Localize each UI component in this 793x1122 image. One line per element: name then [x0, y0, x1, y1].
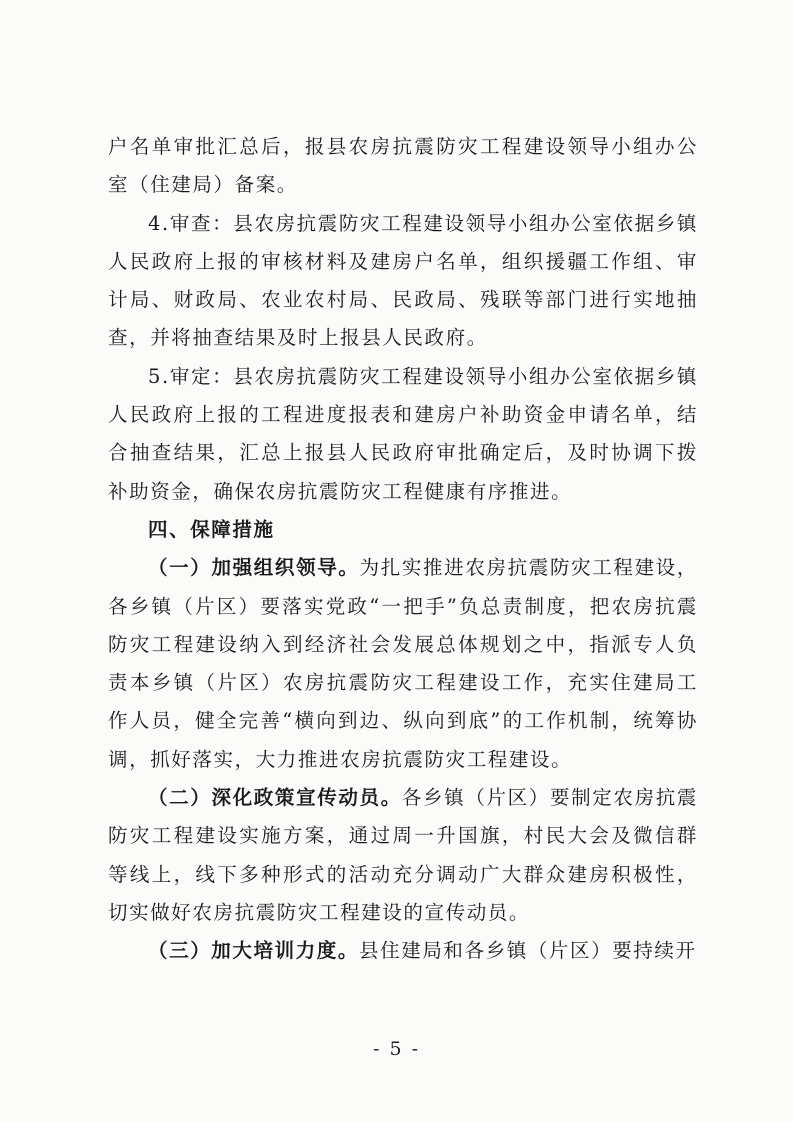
document-body: [108, 128, 698, 971]
paragraph-text-training: 县住建局和各乡镇（片区）要持续开: [359, 939, 697, 963]
paragraph-organization: [108, 549, 698, 779]
paragraph-review: 4.审查：县农房抗震防灾工程建设领导小组办公室依据乡镇人民政府上报的审核材料及建房户名单，组织援疆工作组、审计局、财政局、农业农村局、民政局、残联等部门进行实地抽查，并将抽查结果及时上报县人民政府。: [108, 211, 698, 350]
paragraph-text-organization: 为扎实推进农房抗震防灾工程建设，各乡镇（片区）要落实党政“一把手”负总责制度，把农房抗震防灾工程建设纳入到经济社会发展总体规划之中，指派专人负责本乡镇（片区）农房抗震防灾工程建设工作，充实住建局工作人员，健全完善“横向到边、纵向到底”的工作机制，统筹协调，抓好落实，大力推进农房抗震防灾工程建设。: [108, 556, 698, 771]
paragraph-lead-organization: （一）加强组织领导。: [148, 556, 360, 580]
page-number: - 5 -: [372, 1038, 420, 1060]
paragraph-training: [108, 932, 698, 970]
paragraph-continuation: 户名单审批汇总后，报县农房抗震防灾工程建设领导小组办公室（住建局）备案。: [108, 135, 698, 197]
paragraph-lead-publicity: （二）深化政策宣传动员。: [148, 786, 402, 810]
paragraph-lead-training: （三）加大培训力度。: [148, 939, 360, 963]
paragraph-publicity: [108, 779, 698, 932]
paragraph-approval: 5.审定：县农房抗震防灾工程建设领导小组办公室依据乡镇人民政府上报的工程进度报表和建房户补助资金申请名单，结合抽查结果，汇总上报县人民政府审批确定后，及时协调下拨补助资金，确保农房抗震防灾工程健康有序推进。: [108, 364, 698, 503]
paragraph-text-publicity: 各乡镇（片区）要制定农房抗震防灾工程建设实施方案，通过周一升国旗，村民大会及微信群等线上，线下多种形式的活动充分调动广大群众建房积极性，切实做好农房抗震防灾工程建设的宣传动员。: [108, 786, 698, 924]
section-heading-safeguards: 四、保障措施: [148, 517, 275, 541]
